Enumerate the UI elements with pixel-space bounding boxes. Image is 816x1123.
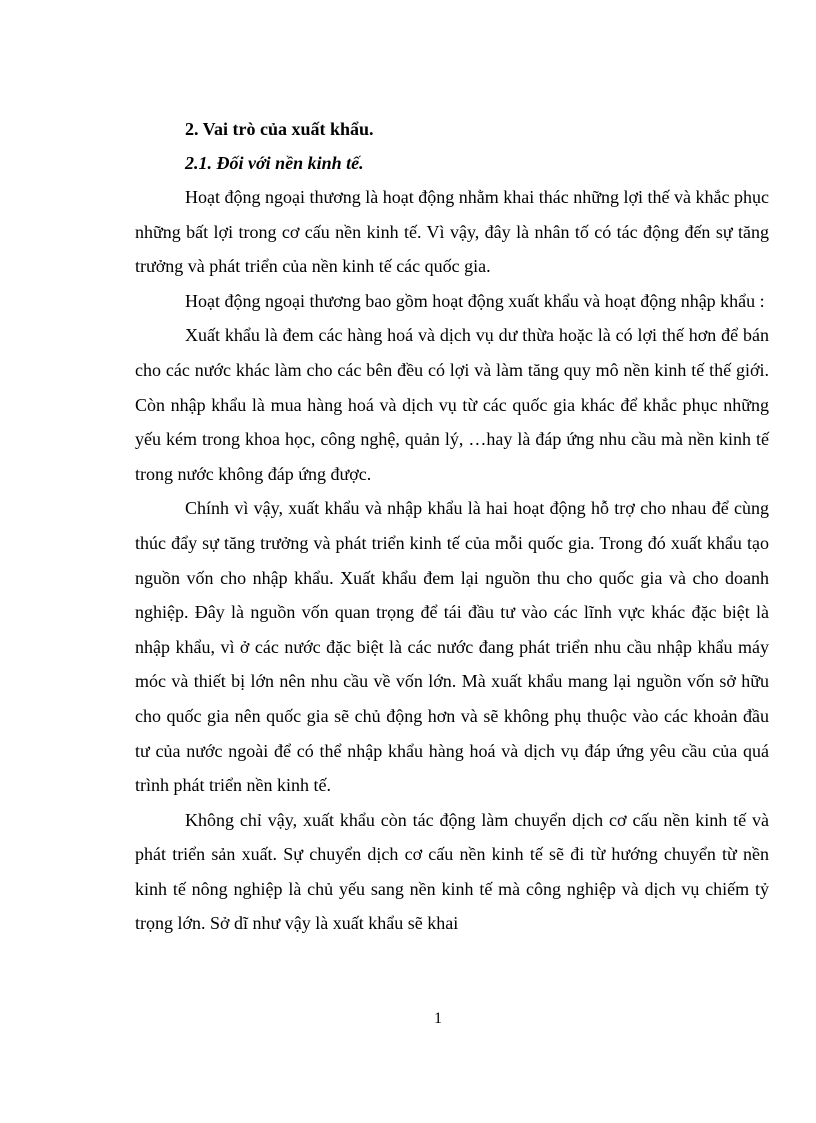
page-number: 1 bbox=[434, 1010, 442, 1027]
paragraph-1: Hoạt động ngoại thương là hoạt động nhằm khai thác những lợi thế và khắc phục những bất lợi trong cơ cấu nền kinh tế. Vì vậy, đây là nhân tố có tác động đến sự tăng trưởng và phát triển của nền kinh tế các quốc gia. bbox=[135, 187, 769, 277]
paragraph-5: Không chỉ vậy, xuất khẩu còn tác động làm chuyển dịch cơ cấu nền kinh tế và phát triển sản xuất. Sự chuyển dịch cơ cấu nền kinh tế sẽ đi từ hướng chuyển từ nền kinh tế nông nghiệp là chủ yếu sang nền kinh tế mà công nghiệp và dịch vụ chiếm tỷ trọng lớn. Sở dĩ như vậy là xuất khẩu sẽ khai bbox=[135, 809, 769, 934]
paragraph-2: Hoạt động ngoại thương bao gồm hoạt động xuất khẩu và hoạt động nhập khẩu : bbox=[185, 290, 765, 311]
paragraph-3: Xuất khẩu là đem các hàng hoá và dịch vụ dư thừa hoặc là có lợi thế hơn để bán cho các nước khác làm cho các bên đều có lợi và làm tăng quy mô nền kinh tế thế giới. Còn nhập khẩu là mua hàng hoá và dịch vụ từ các quốc gia khác để khắc phục những yếu kém trong khoa học, công nghệ, quản lý, …hay là đáp ứng nhu cầu mà nền kinh tế trong nước không đáp ứng được. bbox=[135, 325, 769, 484]
section-heading: 2. Vai trò của xuất khẩu. bbox=[185, 119, 374, 139]
document-body bbox=[135, 112, 769, 941]
subsection-heading: 2.1. Đối với nền kinh tế. bbox=[185, 153, 364, 173]
paragraph-4: Chính vì vậy, xuất khẩu và nhập khẩu là hai hoạt động hỗ trợ cho nhau để cùng thúc đẩy sự tăng trưởng và phát triển kinh tế của mỗi quốc gia. Trong đó xuất khẩu tạo nguồn vốn cho nhập khẩu. Xuất khẩu đem lại nguồn thu cho quốc gia và cho doanh nghiệp. Đây là nguồn vốn quan trọng để tái đầu tư vào các lĩnh vực khác đặc biệt là nhập khẩu, vì ở các nước đặc biệt là các nước đang phát triển nhu cầu nhập khẩu máy móc và thiết bị lớn nên nhu cầu về vốn lớn. Mà xuất khẩu mang lại nguồn vốn sở hữu cho quốc gia nên quốc gia sẽ chủ động hơn và sẽ không phụ thuộc vào các khoản đầu tư của nước ngoài để có thể nhập khẩu hàng hoá và dịch vụ đáp ứng yêu cầu của quá trình phát triển nền kinh tế. bbox=[135, 498, 769, 796]
